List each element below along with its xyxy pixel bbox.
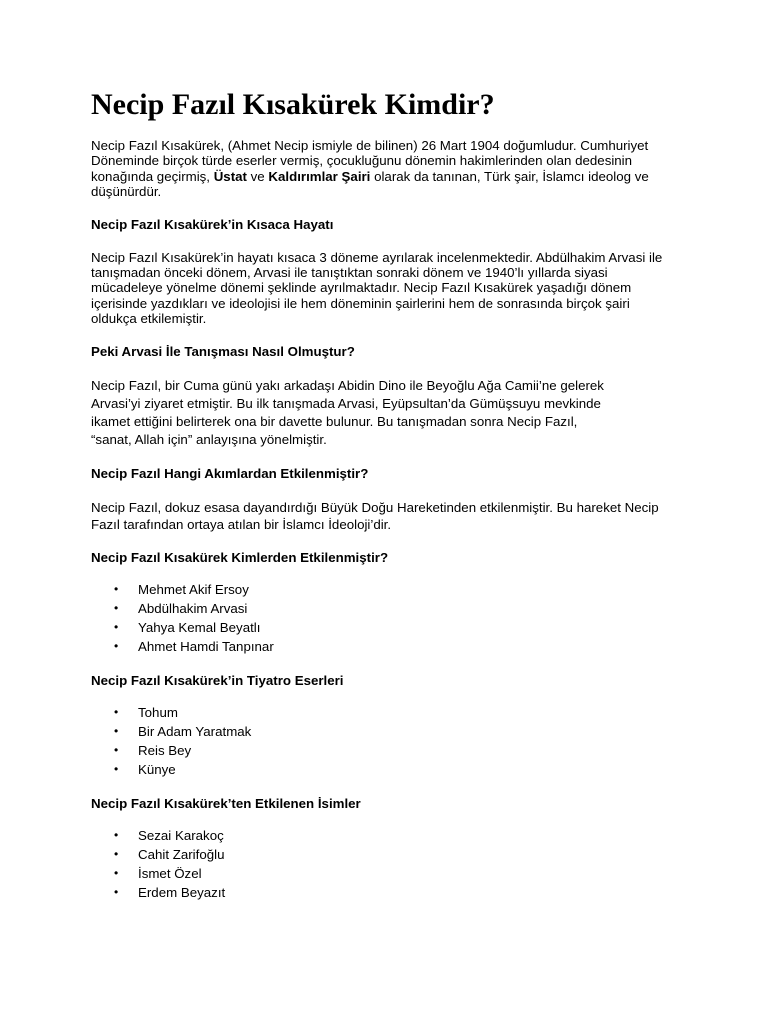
paragraph-arvasi-line: “sanat, Allah için” anlayışına yönelmiştir. — [91, 431, 327, 447]
list-item — [91, 599, 691, 618]
list-item — [91, 722, 691, 741]
list-tiyatro — [91, 703, 691, 779]
intro-ustat: Üstat — [213, 168, 247, 184]
list-item-label: Künye — [138, 761, 176, 777]
bullet-icon: • — [114, 704, 119, 719]
intro-paragraph — [91, 138, 671, 200]
paragraph-arvasi — [91, 377, 691, 449]
bullet-icon: • — [114, 846, 119, 861]
bullet-icon: • — [114, 619, 119, 634]
list-item — [91, 703, 691, 722]
bullet-icon: • — [114, 865, 119, 880]
list-item — [91, 864, 691, 883]
intro-kaldirimlar: Kaldırımlar Şairi — [268, 168, 371, 184]
heading-akimlar: Necip Fazıl Hangi Akımlardan Etkilenmiştir? — [91, 465, 369, 481]
bullet-icon: • — [114, 600, 119, 615]
list-etkilenen — [91, 826, 691, 902]
list-item-label: Tohum — [138, 704, 178, 720]
list-item — [91, 845, 691, 864]
list-item-label: Mehmet Akif Ersoy — [138, 581, 249, 597]
list-item-label: Abdülhakim Arvasi — [138, 600, 248, 616]
heading-tiyatro: Necip Fazıl Kısakürek’in Tiyatro Eserleri — [91, 672, 344, 688]
page-title: Necip Fazıl Kısakürek Kimdir? — [91, 88, 495, 121]
list-item-label: İsmet Özel — [138, 865, 202, 881]
list-item — [91, 826, 691, 845]
bullet-icon: • — [114, 742, 119, 757]
bullet-icon: • — [114, 827, 119, 842]
list-item-label: Bir Adam Yaratmak — [138, 723, 252, 739]
bullet-icon: • — [114, 638, 119, 653]
bullet-icon: • — [114, 884, 119, 899]
intro-text-start: Necip Fazıl Kısakürek, (Ahmet Necip ismiyle de bilinen) 26 Mart 1904 doğumludur. Cumhuriyet Döneminde birçok türde eserler vermiş, çocukluğunu dönemin hakimlerinden olan dedesinin konağında geçirmiş, — [91, 138, 649, 184]
list-item — [91, 580, 691, 599]
list-item-label: Cahit Zarifoğlu — [138, 846, 225, 862]
list-item-label: Erdem Beyazıt — [138, 884, 226, 900]
paragraph-arvasi-line: Necip Fazıl, bir Cuma günü yakı arkadaşı Abidin Dino ile Beyoğlu Ağa Camii’ne gelerek — [91, 377, 604, 393]
heading-arvasi: Peki Arvasi İle Tanışması Nasıl Olmuştur? — [91, 343, 355, 359]
bullet-icon: • — [114, 723, 119, 738]
intro-text-end: olarak da tanınan, Türk şair, İslamcı ideolog ve düşünürdür. — [91, 168, 649, 200]
list-item-label: Reis Bey — [138, 742, 192, 758]
paragraph-arvasi-line: Arvasi’yi ziyaret etmiştir. Bu ilk tanışmada Arvasi, Eyüpsultan’da Gümüşsuyu mevkinde — [91, 395, 601, 411]
heading-hayati: Necip Fazıl Kısakürek’in Kısaca Hayatı — [91, 216, 334, 232]
intro-ve: ve — [246, 168, 269, 184]
heading-kimlerden: Necip Fazıl Kısakürek Kimlerden Etkilenmiştir? — [91, 549, 389, 565]
list-item-label: Yahya Kemal Beyatlı — [138, 619, 261, 635]
list-item — [91, 883, 691, 902]
bullet-icon: • — [114, 761, 119, 776]
list-item — [91, 760, 691, 779]
paragraph-arvasi-line: ikamet ettiğini belirterek ona bir davette bulunur. Bu tanışmadan sonra Necip Fazıl, — [91, 413, 578, 429]
list-kimlerden — [91, 580, 691, 656]
list-item — [91, 637, 691, 656]
list-item — [91, 741, 691, 760]
heading-etkilenen: Necip Fazıl Kısakürek’ten Etkilenen İsimler — [91, 795, 361, 811]
document-page — [91, 86, 691, 902]
paragraph-hayati: Necip Fazıl Kısakürek’in hayatı kısaca 3 döneme ayrılarak incelenmektedir. Abdülhakim Arvasi ile tanışmadan önceki dönem, Arvasi ile tanıştıktan sonraki dönem ve 1940’lı yıllarda siyasi mücadeleye yönelme dönemi şeklinde ayrılmaktadır. Necip Fazıl Kısakürek yaşadığı dönem içerisinde yazdıkları ve ideolojisi ile hem döneminin şairlerini hem de sonrasında birçok şairi oldukça etkilemiştir. — [91, 249, 663, 327]
bullet-icon: • — [114, 581, 119, 596]
list-item — [91, 618, 691, 637]
paragraph-akimlar: Necip Fazıl, dokuz esasa dayandırdığı Büyük Doğu Hareketinden etkilenmiştir. Bu hareket Necip Fazıl tarafından ortaya atılan bir İslamcı İdeoloji’dir. — [91, 499, 659, 532]
list-item-label: Sezai Karakoç — [138, 827, 224, 843]
list-item-label: Ahmet Hamdi Tanpınar — [138, 638, 274, 654]
